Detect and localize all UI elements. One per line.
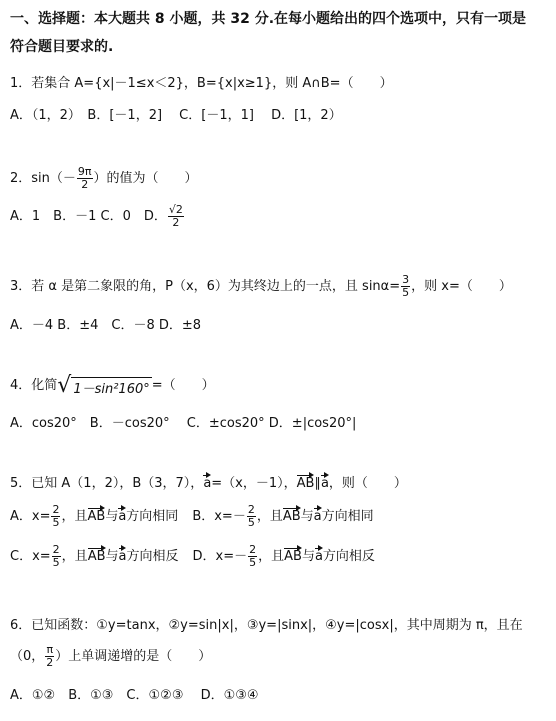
- q5-option-c: [10, 543, 179, 569]
- q6-interval: [10, 644, 211, 669]
- with-word: 与: [105, 509, 119, 524]
- q1-options: A．（1，2） B．[－1，2] C．[－1，1] D．[1，2）: [10, 108, 342, 123]
- q5-opt-b-fraction: [247, 504, 256, 529]
- frac-den: 5: [247, 516, 255, 529]
- q6-fraction: [45, 644, 54, 669]
- section-header-line1: 一、选择题：本大题共 8 小题，共 32 分.在每小题给出的四个选项中，只有一项是: [10, 11, 527, 27]
- q6-stem: 6．已知函数：①y=tanx，②y=sin|x|，③y=|sinx|，④y=|cosx|，其中周期为 π，且在: [10, 618, 523, 633]
- q3-stem-prefix: 3．若 α 是第二象限的角，P（x，6）为其终边上的一点，且 sinα=: [10, 279, 401, 294]
- q6-frac-num: π: [46, 643, 54, 656]
- frac-den: 5: [52, 516, 60, 529]
- q5-opt-c-prefix: C．x=: [10, 549, 51, 564]
- vector-a: a: [118, 549, 127, 564]
- vector-a: a: [320, 476, 329, 491]
- q3-stem-suffix: ，则 x=（ ）: [411, 279, 512, 294]
- vector-ab: AB: [284, 549, 302, 564]
- q1-stem: 1．若集合 A={x|－1≤x＜2}，B={x|x≥1}，则 A∩B=（ ）: [10, 76, 393, 91]
- frac-den: 5: [52, 556, 60, 569]
- q4-stem-prefix: 4．化简: [10, 378, 58, 393]
- q5-options-row2: [10, 544, 375, 569]
- same-direction: 方向相同: [321, 509, 374, 524]
- q5-opt-b-prefix: B．x=－: [192, 509, 246, 524]
- q6-options: A．①② B．①③ C．①②③ D．①③④: [10, 688, 259, 703]
- q2-option-d-fraction: [168, 204, 184, 229]
- q4-radicand: 1－sin²160°: [71, 377, 151, 397]
- and-word: ，且: [256, 509, 283, 524]
- q5-opt-a-fraction: [51, 504, 60, 529]
- q5-opt-c-fraction: [52, 544, 61, 569]
- and-word: ，且: [61, 549, 88, 564]
- same-direction: 方向相同: [126, 509, 179, 524]
- q4-stem-suffix: =（ ）: [151, 378, 215, 393]
- q2-stem-suffix: ）的值为（ ）: [93, 171, 198, 186]
- radical-sign-icon: √: [57, 372, 72, 398]
- q3-fraction: [401, 274, 410, 299]
- vector-a: a: [118, 509, 127, 524]
- vector-ab: AB: [296, 476, 315, 491]
- q2-frac-den: 2: [81, 178, 89, 191]
- q2-fraction: [77, 166, 93, 191]
- q3-frac-num: 3: [402, 273, 410, 286]
- vector-ab: AB: [87, 549, 106, 564]
- frac-num: 2: [52, 503, 60, 516]
- q2-stem-prefix: 2．sin（－: [10, 171, 76, 186]
- q6-interval-prefix: （0，: [10, 649, 45, 664]
- q3-frac-den: 5: [402, 286, 410, 299]
- q2-options: [10, 204, 185, 229]
- frac-den: 5: [249, 556, 257, 569]
- q2-stem: [10, 166, 198, 191]
- frac-num: 2: [247, 503, 255, 516]
- q5-option-d: [192, 543, 375, 569]
- and-word: ，且: [258, 549, 285, 564]
- with-word: 与: [301, 549, 315, 564]
- vector-a: a: [313, 509, 322, 524]
- frac-num: 2: [249, 543, 257, 556]
- parallel-symbol: ∥: [314, 476, 321, 491]
- q2-options-text: A．1 B．－1 C．0 D．: [10, 209, 167, 224]
- q3-stem: [10, 274, 512, 299]
- opposite-direction: 方向相反: [322, 549, 375, 564]
- with-word: 与: [105, 549, 119, 564]
- q4-square-root: [57, 372, 151, 398]
- q5-opt-d-prefix: D．x=－: [192, 549, 248, 564]
- q5-option-a: [10, 503, 179, 529]
- opposite-direction: 方向相反: [126, 549, 179, 564]
- q4-stem: [10, 374, 215, 397]
- and-word: ，且: [61, 509, 88, 524]
- q2-opt-d-num: √2: [168, 203, 183, 216]
- q5-option-b: [192, 503, 374, 529]
- q5-opt-a-prefix: A．x=: [10, 509, 51, 524]
- vector-ab: AB: [282, 509, 301, 524]
- q5-stem-c: ，则（ ）: [328, 476, 407, 491]
- q2-opt-d-den: 2: [172, 216, 180, 229]
- q5-stem-b: =（x，－1），: [211, 476, 297, 491]
- vector-ab: AB: [87, 509, 106, 524]
- with-word: 与: [300, 509, 314, 524]
- frac-num: 2: [52, 543, 60, 556]
- vector-a: a: [203, 476, 212, 491]
- q5-stem: [10, 472, 407, 491]
- q5-options-row1: [10, 504, 374, 529]
- q2-frac-num: 9π: [77, 165, 92, 178]
- q5-opt-d-fraction: [248, 544, 257, 569]
- vector-a: a: [314, 549, 323, 564]
- q4-options: A．cos20° B．－cos20° C．±cos20° D．±|cos20°|: [10, 416, 357, 431]
- q6-frac-den: 2: [46, 656, 54, 669]
- section-header-line2: 符合题目要求的.: [10, 39, 114, 55]
- q6-interval-suffix: ）上单调递增的是（ ）: [55, 649, 212, 664]
- q3-options: A．－4 B．±4 C．－8 D．±8: [10, 318, 202, 333]
- q5-stem-a: 5．已知 A（1，2），B（3，7），: [10, 476, 204, 491]
